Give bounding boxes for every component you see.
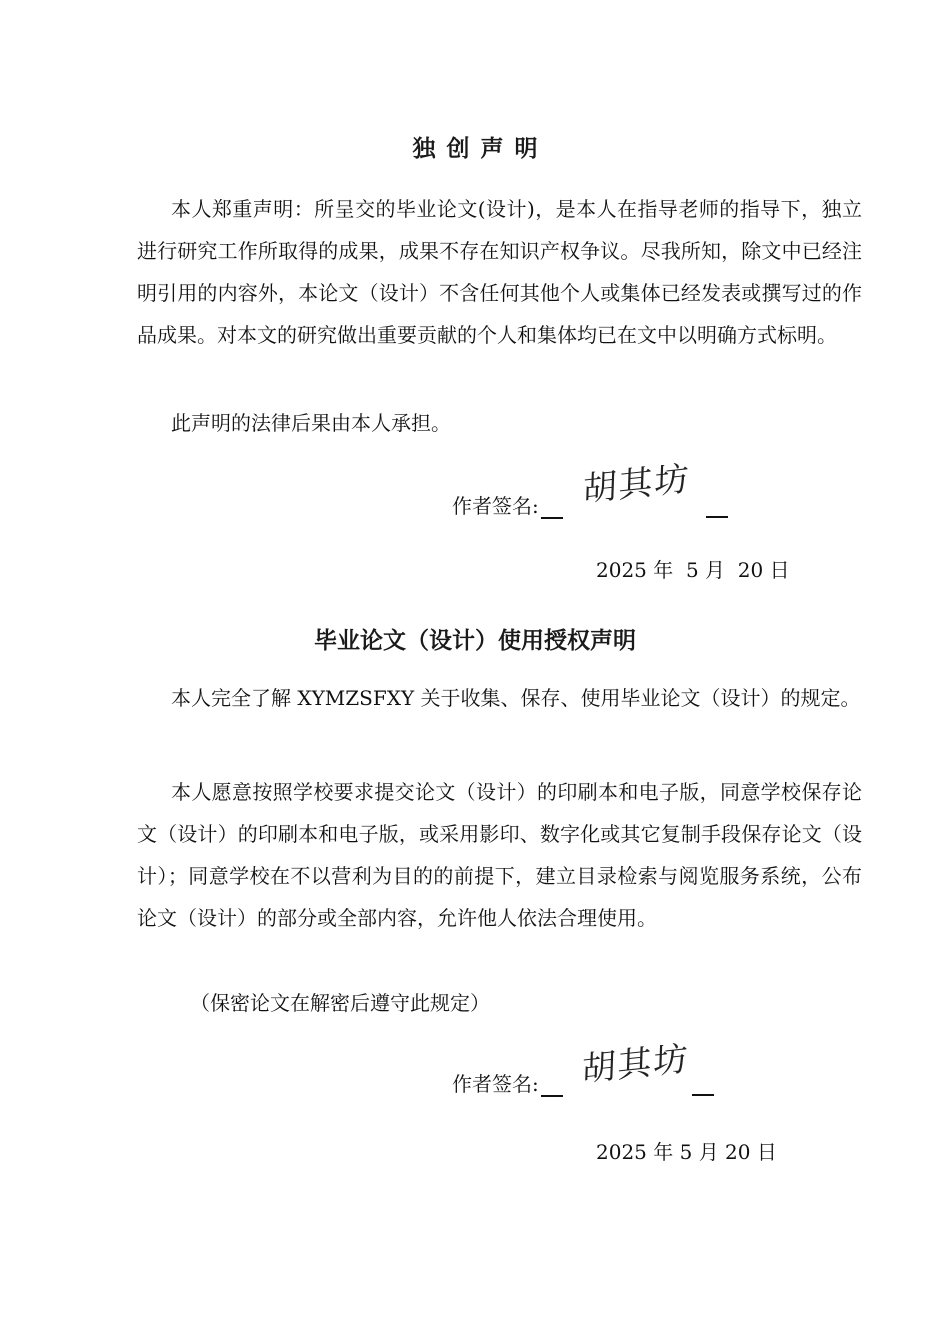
authorization-signature-label: 作者签名: [452,1072,539,1096]
declaration-title: 独创声明 [412,136,549,162]
signature-underline-tail [692,1094,714,1096]
confidential-note: （保密论文在解密后遵守此规定） [190,991,490,1015]
authorization-handwritten-signature: 胡其坊 [581,1038,690,1091]
declaration-signature-label: 作者签名: [452,494,539,518]
declaration-signature-row [452,488,563,524]
signature-underline [541,1095,563,1097]
declaration-date: 2025 年 5 月 20 日 [596,558,790,582]
authorization-signature-row [452,1066,563,1102]
authorization-paragraph-2: 本人愿意按照学校要求提交论文（设计）的印刷本和电子版，同意学校保存论文（设计）的印刷本和电子版，或采用影印、数字化或其它复制手段保存论文（设计）；同意学校在不以营利为目的的前提下，建立目录检索与阅览服务系统，公布论文（设计）的部分或全部内容，允许他人依法合理使用。 [137,780,862,930]
authorization-paragraph-1: 本人完全了解 XYMZSFXY 关于收集、保存、使用毕业论文（设计）的规定。 [171,686,861,710]
declaration-handwritten-signature: 胡其坊 [582,458,691,511]
signature-underline-tail [706,516,728,518]
declaration-paragraph-2: 此声明的法律后果由本人承担。 [171,411,451,435]
signature-underline [541,517,563,519]
declaration-paragraph-1: 本人郑重声明：所呈交的毕业论文(设计)，是本人在指导老师的指导下，独立进行研究工作所取得的成果，成果不存在知识产权争议。尽我所知，除文中已经注明引用的内容外，本论文（设计）不含任何其他个人或集体已经发表或撰写过的作品成果。对本文的研究做出重要贡献的个人和集体均已在文中以明确方式标明。 [137,197,862,347]
authorization-date: 2025 年 5 月 20 日 [596,1140,777,1164]
authorization-title: 毕业论文（设计）使用授权声明 [314,628,636,654]
